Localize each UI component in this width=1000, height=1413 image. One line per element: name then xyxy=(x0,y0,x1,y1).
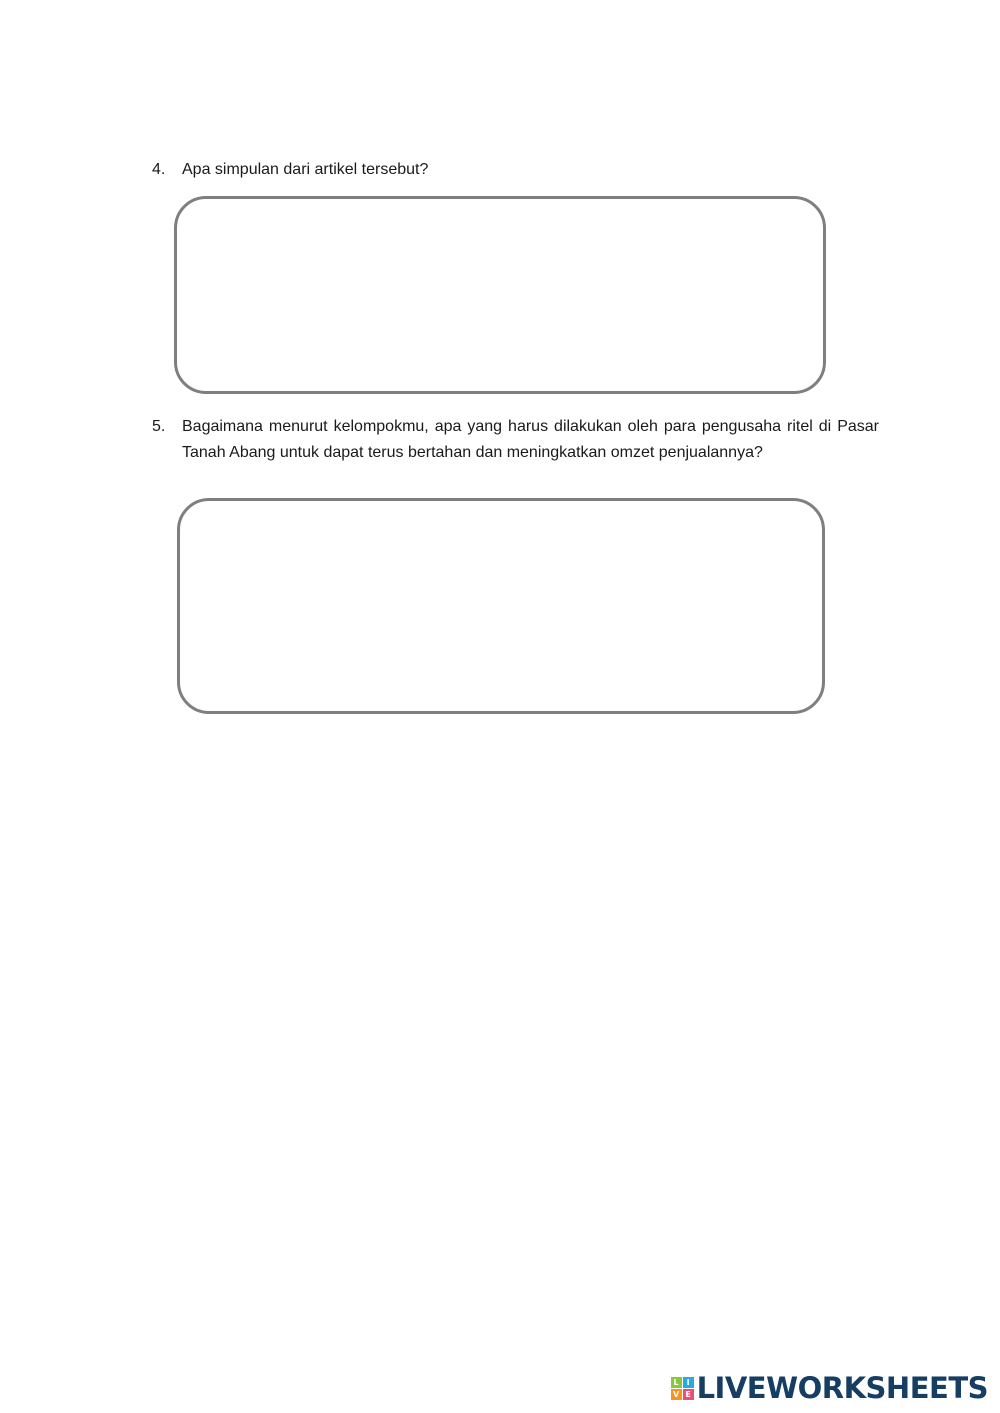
question-text: Bagaimana menurut kelompokmu, apa yang harus dilakukan oleh para pengusaha ritel di Pasar Tanah Abang untuk dapat terus bertahan dan meningkatkan omzet penjualannya? xyxy=(182,418,879,461)
question-5 xyxy=(152,414,879,466)
question-4 xyxy=(152,157,879,183)
question-text: Apa simpulan dari artikel tersebut? xyxy=(182,161,429,178)
question-number: 4. xyxy=(152,161,166,178)
logo-letter-v: V xyxy=(671,1389,682,1400)
logo-letter-i: I xyxy=(683,1377,694,1388)
logo-icon xyxy=(671,1377,694,1400)
logo-letter-e: E xyxy=(683,1389,694,1400)
answer-box-4[interactable] xyxy=(174,196,826,394)
question-number: 5. xyxy=(152,418,166,435)
answer-box-5[interactable] xyxy=(177,498,825,714)
brand-name: LIVEWORKSHEETS xyxy=(696,1371,988,1405)
liveworksheets-logo xyxy=(671,1371,988,1405)
logo-letter-l: L xyxy=(671,1377,682,1388)
